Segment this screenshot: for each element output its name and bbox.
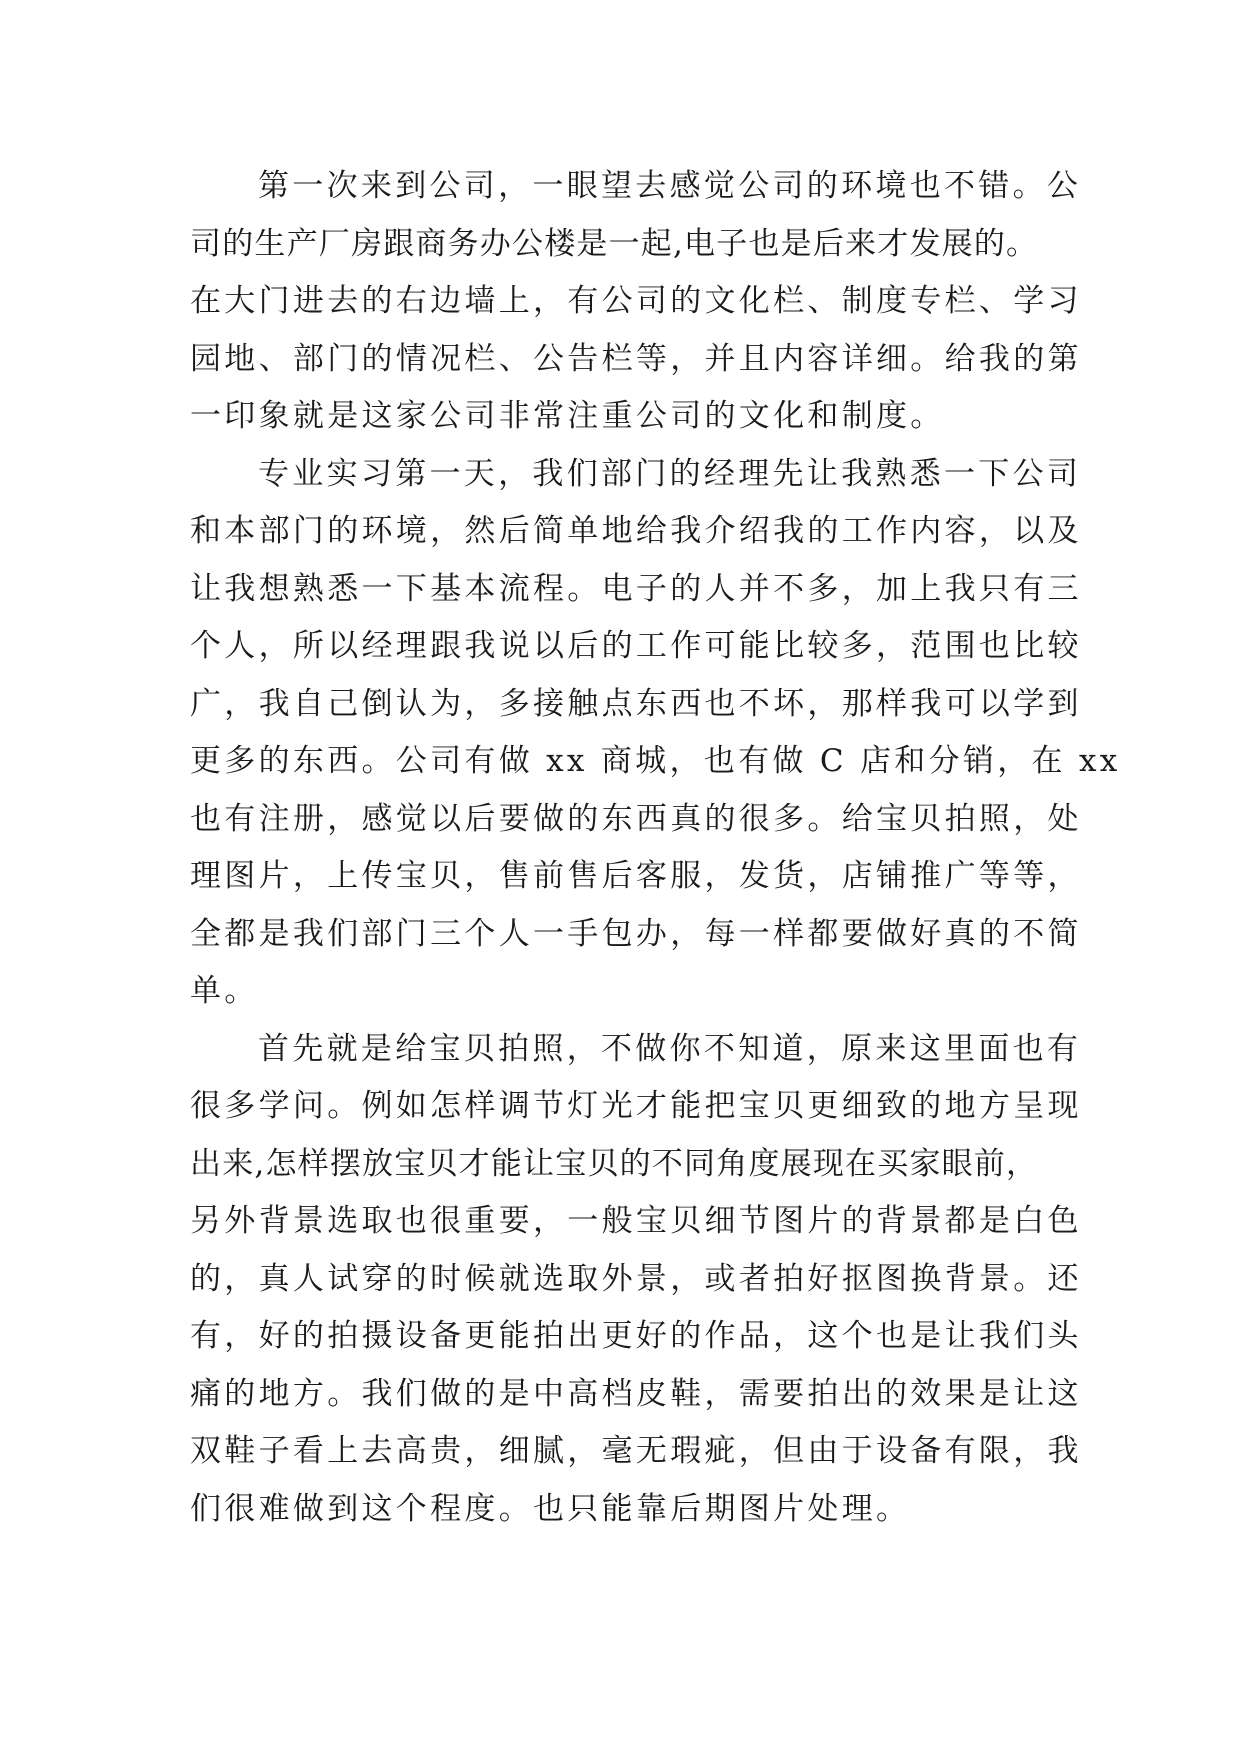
text-line: 更多的东西。公司有做 xx 商城，也有做 C 店和分销，在 xx bbox=[190, 743, 1121, 779]
text-line: 个人，所以经理跟我说以后的工作可能比较多，范围也比较 bbox=[190, 628, 1082, 664]
text-line: 痛的地方。我们做的是中高档皮鞋，需要拍出的效果是让这 bbox=[190, 1375, 1082, 1412]
text-line: 第一次来到公司，一眼望去感觉公司的环境也不错。公 bbox=[258, 168, 1082, 204]
text-line: 理图片，上传宝贝，售前售后客服，发货，店铺推广等等， bbox=[190, 858, 1082, 894]
paragraph-3 bbox=[190, 1021, 1090, 1539]
text-line: 们很难做到这个程度。也只能靠后期图片处理。 bbox=[190, 1490, 911, 1527]
text-line: 广，我自己倒认为，多接触点东西也不坏，那样我可以学到 bbox=[190, 685, 1082, 722]
text-line: 双鞋子看上去高贵，细腻，毫无瑕疵，但由于设备有限，我 bbox=[190, 1433, 1082, 1469]
text-line: 有，好的拍摄设备更能拍出更好的作品，这个也是让我们头 bbox=[190, 1318, 1082, 1354]
paragraph-1 bbox=[190, 158, 1090, 446]
text-line: 在大门进去的右边墙上，有公司的文化栏、制度专栏、学习 bbox=[190, 283, 1082, 319]
text-line: 单。 bbox=[190, 973, 259, 1009]
text-line: 首先就是给宝贝拍照，不做你不知道，原来这里面也有 bbox=[258, 1030, 1082, 1067]
text-line: 的，真人试穿的时候就选取外景，或者拍好抠图换背景。还 bbox=[190, 1260, 1082, 1297]
text-line: 全都是我们部门三个人一手包办，每一样都要做好真的不简 bbox=[190, 915, 1082, 952]
text-line: 一印象就是这家公司非常注重公司的文化和制度。 bbox=[190, 398, 945, 434]
text-line: 也有注册，感觉以后要做的东西真的很多。给宝贝拍照，处 bbox=[190, 800, 1082, 837]
text-line: 园地、部门的情况栏、公告栏等，并且内容详细。给我的第 bbox=[190, 340, 1082, 377]
document-body bbox=[190, 158, 1121, 1538]
text-line: 让我想熟悉一下基本流程。电子的人并不多，加上我只有三 bbox=[190, 570, 1082, 607]
text-line: 司的生产厂房跟商务办公楼是一起,电子也是后来才发展的。 bbox=[190, 225, 1039, 262]
text-line: 出来,怎样摆放宝贝才能让宝贝的不同角度展现在买家眼前， bbox=[190, 1145, 1039, 1182]
text-line: 另外背景选取也很重要，一般宝贝细节图片的背景都是白色 bbox=[190, 1203, 1082, 1239]
paragraph-2 bbox=[190, 446, 1121, 1021]
text-line: 很多学问。例如怎样调节灯光才能把宝贝更细致的地方呈现 bbox=[190, 1088, 1082, 1124]
text-line: 专业实习第一天，我们部门的经理先让我熟悉一下公司 bbox=[258, 455, 1082, 492]
text-line: 和本部门的环境，然后简单地给我介绍我的工作内容，以及 bbox=[190, 513, 1082, 549]
